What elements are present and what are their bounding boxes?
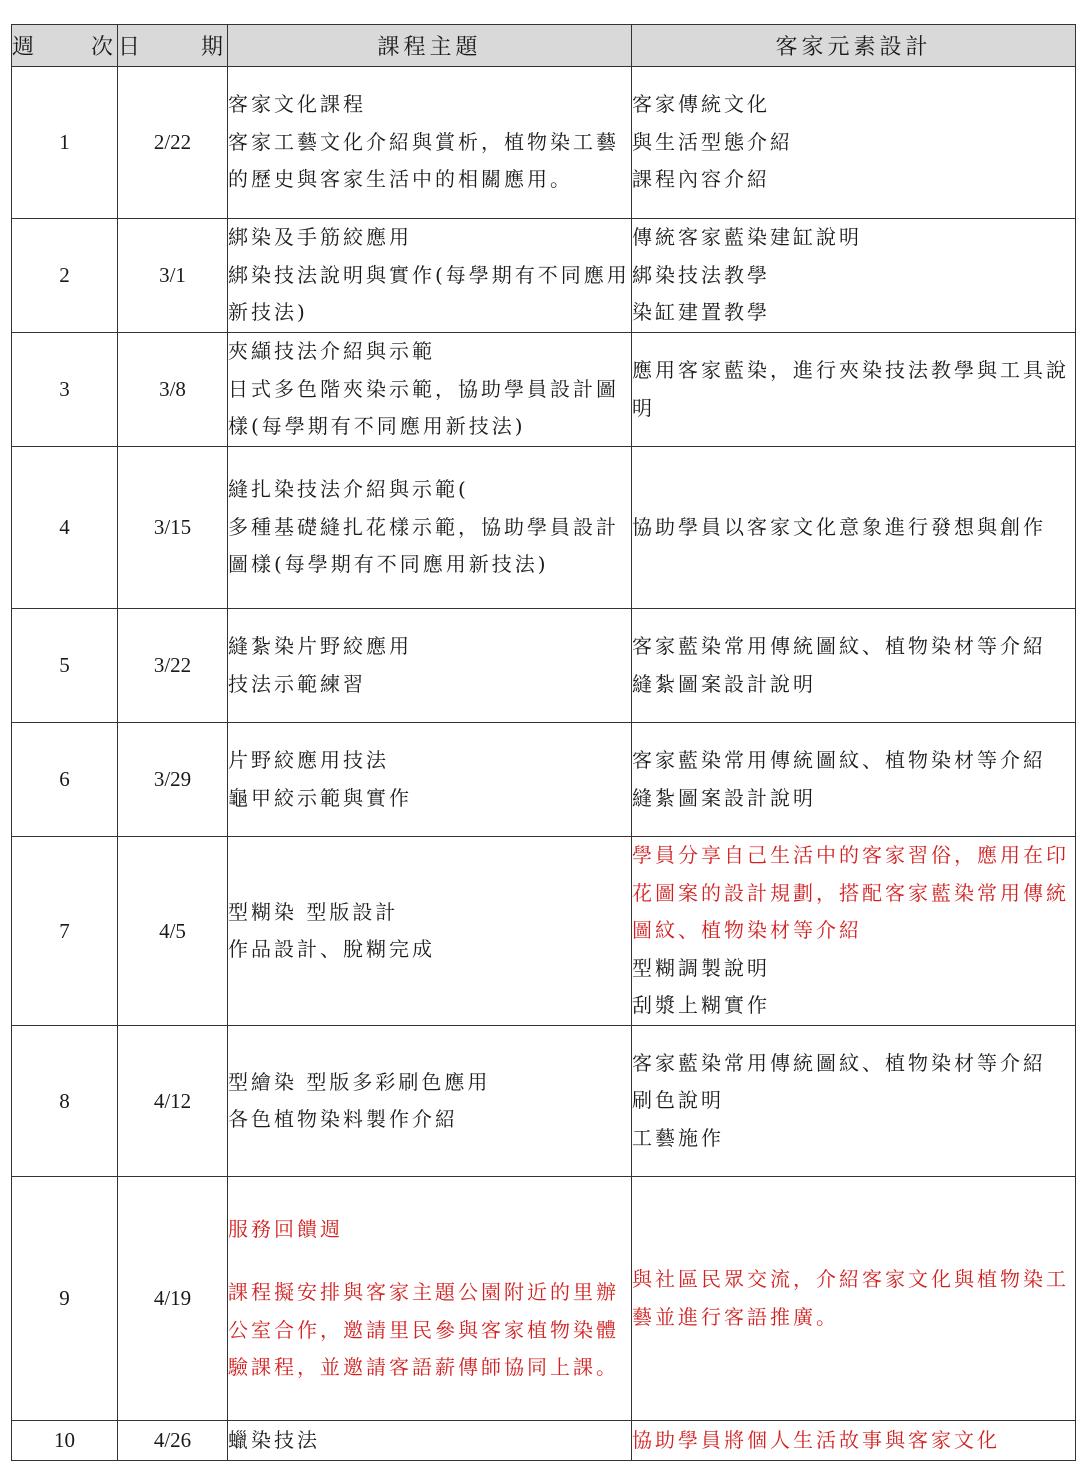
hakka-cell [632, 1177, 1076, 1421]
topic-cell [228, 837, 632, 1026]
topic-cell [228, 447, 632, 609]
hakka-line: 染缸建置教學 [632, 300, 770, 325]
topic-cell [228, 723, 632, 837]
date-cell: 3/29 [118, 723, 228, 837]
header-week: 週次 [12, 25, 118, 67]
topic-line: 蠟染技法 [228, 1427, 320, 1452]
hakka-line: 刮漿上糊實作 [632, 993, 770, 1018]
topic-line: 綁染及手筋絞應用 [228, 225, 412, 250]
topic-cell [228, 67, 632, 219]
hakka-cell [632, 723, 1076, 837]
week-cell: 3 [12, 333, 118, 447]
topic-cell [228, 333, 632, 447]
hakka-line: 與社區民眾交流，介紹客家文化與植物染工藝並進行客語推廣。 [632, 1267, 1069, 1329]
hakka-line: 客家藍染常用傳統圖紋、植物染材等介紹 [632, 1050, 1046, 1075]
hakka-line: 縫紮圖案設計說明 [632, 671, 816, 696]
topic-line: 縫扎染技法介紹與示範( [228, 477, 469, 502]
date-cell: 3/15 [118, 447, 228, 609]
service-week-description: 課程擬安排與客家主題公園附近的里辦公室合作，邀請里民參與客家植物染體驗課程，並邀請客語薪傳師協同上課。 [228, 1280, 619, 1379]
week-cell: 10 [12, 1421, 118, 1461]
header-hakka: 客家元素設計 [632, 25, 1076, 67]
topic-cell [228, 1421, 632, 1461]
hakka-line: 綁染技法教學 [632, 262, 770, 287]
topic-line: 日式多色階夾染示範，協助學員設計圖樣(每學期有不同應用新技法) [228, 376, 619, 439]
spacer [228, 1248, 631, 1274]
topic-line: 龜甲絞示範與實作 [228, 785, 412, 810]
table-row [12, 1421, 1076, 1461]
table-row [12, 67, 1076, 219]
header-date: 日期 [118, 25, 228, 67]
topic-line: 技法示範練習 [228, 671, 366, 696]
hakka-line: 客家藍染常用傳統圖紋、植物染材等介紹 [632, 748, 1046, 772]
hakka-line: 課程內容介紹 [632, 167, 770, 192]
hakka-cell [632, 837, 1076, 1026]
service-week-title: 服務回饋週 [228, 1216, 343, 1241]
week-cell: 6 [12, 723, 118, 837]
topic-line: 作品設計、脫糊完成 [228, 937, 435, 961]
table-row [12, 609, 1076, 723]
hakka-line: 客家藍染常用傳統圖紋、植物染材等介紹 [632, 634, 1046, 658]
date-cell: 2/22 [118, 67, 228, 219]
hakka-line: 傳統客家藍染建缸說明 [632, 225, 862, 250]
topic-line: 各色植物染料製作介紹 [228, 1107, 458, 1131]
hakka-cell [632, 447, 1076, 609]
date-cell: 3/1 [118, 219, 228, 333]
week-cell: 9 [12, 1177, 118, 1421]
hakka-line: 應用客家藍染，進行夾染技法教學與工具說明 [632, 358, 1069, 420]
hakka-line: 協助學員將個人生活故事與客家文化 [632, 1427, 1000, 1452]
topic-line: 客家工藝文化介紹與賞析，植物染工藝的歷史與客家生活中的相關應用。 [228, 129, 619, 192]
hakka-line: 型糊調製說明 [632, 955, 770, 980]
topic-line: 型繪染 型版多彩刷色應用 [228, 1069, 491, 1094]
header-topic: 課程主題 [228, 25, 632, 67]
table-row [12, 333, 1076, 447]
week-cell: 1 [12, 67, 118, 219]
topic-line: 縫紮染片野絞應用 [228, 634, 412, 658]
date-cell: 3/8 [118, 333, 228, 447]
date-cell: 4/26 [118, 1421, 228, 1461]
hakka-cell [632, 1421, 1076, 1461]
hakka-cell [632, 67, 1076, 219]
date-cell: 4/12 [118, 1026, 228, 1177]
week-cell: 4 [12, 447, 118, 609]
week-cell: 8 [12, 1026, 118, 1177]
week-cell: 7 [12, 837, 118, 1026]
topic-cell [228, 609, 632, 723]
date-cell: 3/22 [118, 609, 228, 723]
hakka-cell [632, 609, 1076, 723]
hakka-highlight-text: 學員分享自己生活中的客家習俗，應用在印花圖案的設計規劃，搭配客家藍染常用傳統圖紋、植物染材等介紹 [632, 843, 1069, 943]
week-cell: 2 [12, 219, 118, 333]
table-row [12, 219, 1076, 333]
topic-line: 多種基礎縫扎花樣示範，協助學員設計圖樣(每學期有不同應用新技法) [228, 514, 619, 577]
topic-line: 客家文化課程 [228, 92, 366, 117]
topic-cell [228, 1177, 632, 1421]
hakka-line: 與生活型態介紹 [632, 129, 793, 154]
topic-cell [228, 1026, 632, 1177]
hakka-line: 工藝施作 [632, 1125, 724, 1150]
table-row [12, 447, 1076, 609]
topic-line: 夾纈技法介紹與示範 [228, 339, 435, 364]
date-cell: 4/5 [118, 837, 228, 1026]
topic-line: 綁染技法說明與實作(每學期有不同應用新技法) [228, 262, 630, 325]
table-row [12, 837, 1076, 1026]
date-cell: 4/19 [118, 1177, 228, 1421]
table-row [12, 723, 1076, 837]
hakka-line: 協助學員以客家文化意象進行發想與創作 [632, 514, 1046, 539]
hakka-line: 縫紮圖案設計說明 [632, 785, 816, 810]
topic-cell [228, 219, 632, 333]
hakka-line: 刷色說明 [632, 1088, 724, 1113]
topic-line: 型糊染 型版設計 [228, 899, 399, 924]
hakka-line: 客家傳統文化 [632, 92, 770, 117]
hakka-cell [632, 1026, 1076, 1177]
week-cell: 5 [12, 609, 118, 723]
topic-line: 片野絞應用技法 [228, 748, 389, 772]
course-schedule-table [11, 24, 1076, 1461]
header-row [12, 25, 1076, 67]
table-row [12, 1026, 1076, 1177]
table-row [12, 1177, 1076, 1421]
hakka-cell [632, 333, 1076, 447]
hakka-cell [632, 219, 1076, 333]
